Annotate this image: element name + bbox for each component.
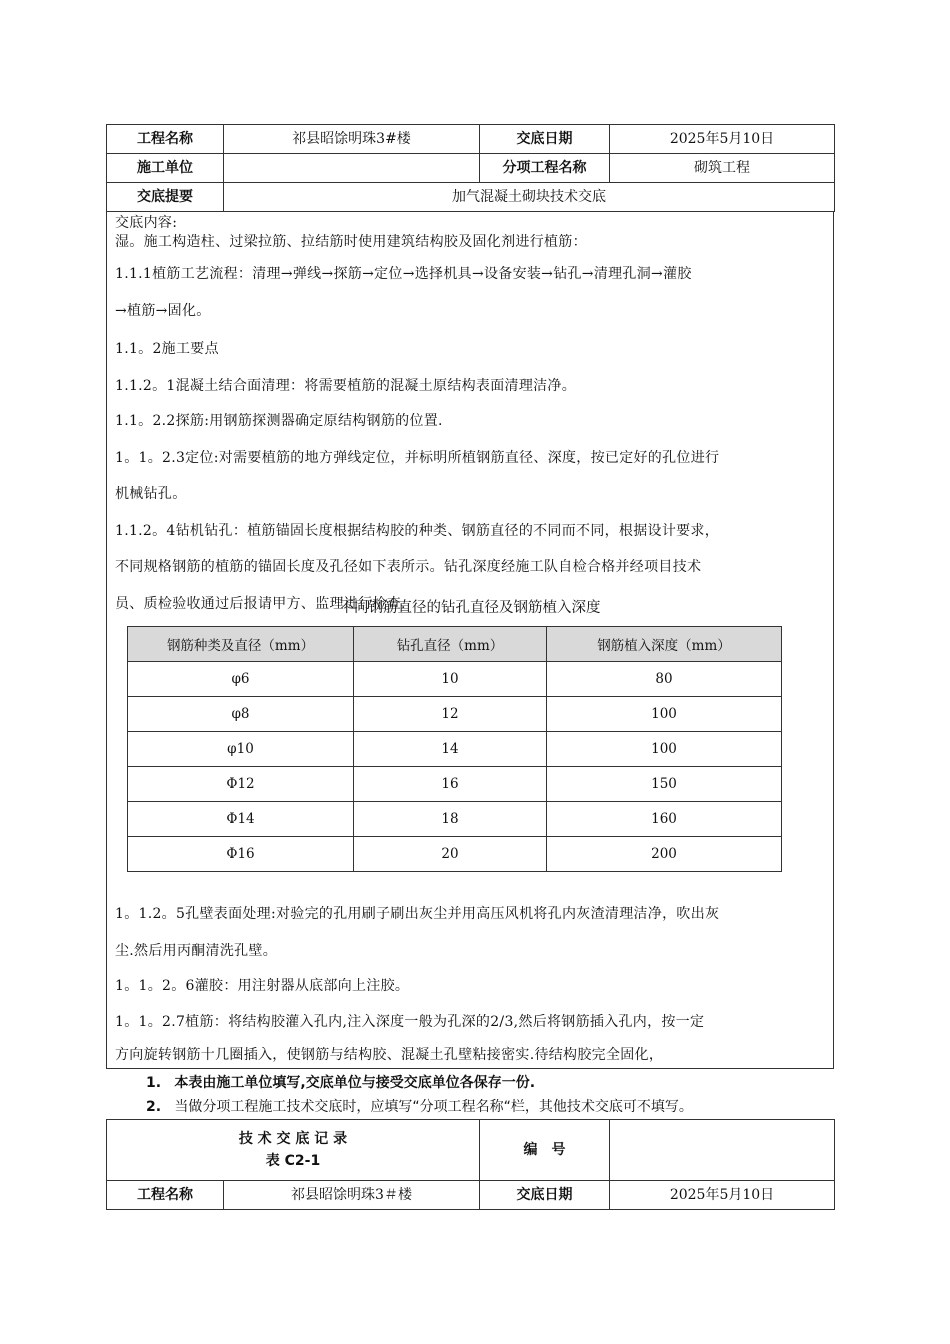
number-value xyxy=(610,1120,835,1181)
content-line: 1。1。2.7植筋：将结构胶灌入孔内,注入深度一般为孔深的2/3,然后将钢筋插入孔内，按一定 xyxy=(115,1014,705,1030)
content-line: 尘.然后用丙酮清洗孔壁。 xyxy=(115,943,278,959)
note-text: 当做分项工程施工技术交底时，应填写“分项工程名称“栏，其他技术交底可不填写。 xyxy=(174,1099,693,1115)
table-cell: 80 xyxy=(547,662,782,697)
table-cell: Φ16 xyxy=(128,837,354,872)
table-row xyxy=(128,802,782,837)
footer-row-1 xyxy=(107,1120,835,1181)
content-line: 1。1。2.3定位:对需要植筋的地方弹线定位，并标明所植钢筋直径、深度，按已定好的孔位进行 xyxy=(115,450,720,466)
content-line: 方向旋转钢筋十几圈插入，使钢筋与结构胶、混凝土孔壁粘接密实.待结构胶完全固化， xyxy=(115,1047,664,1063)
header-row-3 xyxy=(107,183,835,212)
rebar-header-cell: 钢筋植入深度（mm） xyxy=(547,627,782,662)
table-cell: Φ14 xyxy=(128,802,354,837)
content-line: 1.1.2。4钻机钻孔：植筋锚固长度根据结构胶的种类、钢筋直径的不同而不同，根据设计要求， xyxy=(115,523,720,539)
document-page xyxy=(106,124,834,1069)
summary-value: 加气混凝土砌块技术交底 xyxy=(224,183,835,212)
table-cell: φ8 xyxy=(128,697,354,732)
footer-date-label: 交底日期 xyxy=(480,1181,610,1210)
note-text: 本表由施工单位填写,交底单位与接受交底单位各保存一份. xyxy=(174,1075,536,1091)
table-cell: 100 xyxy=(547,732,782,767)
table-row xyxy=(128,697,782,732)
table-cell: 200 xyxy=(547,837,782,872)
content-line: 1。1.2。5孔壁表面处理:对验完的孔用刷子刷出灰尘并用高压风机将孔内灰渣清理洁净，吹出灰 xyxy=(115,906,720,922)
content-box xyxy=(106,212,834,1069)
table-cell: 100 xyxy=(547,697,782,732)
header-row-2 xyxy=(107,154,835,183)
content-line: →植筋→固化。 xyxy=(115,303,211,319)
note-number: 2. xyxy=(146,1099,162,1115)
content-intro: 交底内容: xyxy=(115,215,178,231)
sub-project-value: 砌筑工程 xyxy=(610,154,835,183)
table-row xyxy=(128,662,782,697)
content-line: 不同规格钢筋的植筋的锚固长度及孔径如下表所示。钻孔深度经施工队自检合格并经项目技术 xyxy=(115,559,702,575)
table-cell: 150 xyxy=(547,767,782,802)
rebar-table xyxy=(127,626,782,872)
footer-project-name-label: 工程名称 xyxy=(107,1181,224,1210)
sub-project-label: 分项工程名称 xyxy=(480,154,610,183)
date-value: 2025年5月10日 xyxy=(610,125,835,154)
table-cell: 14 xyxy=(354,732,547,767)
rebar-header-cell: 钢筋种类及直径（mm） xyxy=(128,627,354,662)
content-line: 1.1.1植筋工艺流程：清理→弹线→探筋→定位→选择机具→设备安装→钻孔→清理孔洞→灌胶 xyxy=(115,266,692,282)
content-line: 1.1。2施工要点 xyxy=(115,341,219,357)
table-cell: 20 xyxy=(354,837,547,872)
table-cell: 160 xyxy=(547,802,782,837)
project-name-label: 工程名称 xyxy=(107,125,224,154)
content-line: 1.1。2.2探筋:用钢筋探测器确定原结构钢筋的位置. xyxy=(115,413,443,429)
table-cell: φ6 xyxy=(128,662,354,697)
footer-row-2 xyxy=(107,1181,835,1210)
date-label: 交底日期 xyxy=(480,125,610,154)
content-line: 1。1。2。6灌胶：用注射器从底部向上注胶。 xyxy=(115,978,410,994)
unit-value xyxy=(224,154,480,183)
footer-date-value: 2025年5月10日 xyxy=(610,1181,835,1210)
rebar-header-cell: 钻孔直径（mm） xyxy=(354,627,547,662)
header-row-1 xyxy=(107,125,835,154)
note-2 xyxy=(146,1096,693,1116)
table-cell: 10 xyxy=(354,662,547,697)
content-line: 机械钻孔。 xyxy=(115,486,187,502)
form-number: 表 C2-1 xyxy=(265,1153,321,1169)
rebar-table-header xyxy=(128,627,782,662)
table-cell: Φ12 xyxy=(128,767,354,802)
table-row xyxy=(128,732,782,767)
note-1 xyxy=(146,1072,535,1092)
table-cell: 18 xyxy=(354,802,547,837)
table-cell: φ10 xyxy=(128,732,354,767)
record-title: 技 术 交 底 记 录 xyxy=(238,1131,348,1147)
content-line: 湿。施工构造柱、过梁拉筋、拉结筋时使用建筑结构胶及固化剂进行植筋： xyxy=(115,234,587,250)
content-line: 1.1.2。1混凝土结合面清理：将需要植筋的混凝土原结构表面清理洁净。 xyxy=(115,378,577,394)
table-row xyxy=(128,837,782,872)
header-table xyxy=(106,124,835,212)
number-label: 编 号 xyxy=(480,1120,610,1181)
content-line: 员、质检验收通过后报请甲方、监理进行检查. xyxy=(115,596,406,612)
note-number: 1. xyxy=(146,1075,162,1091)
record-title-cell xyxy=(107,1120,480,1181)
footer-table xyxy=(106,1119,835,1210)
table-cell: 12 xyxy=(354,697,547,732)
table-row xyxy=(128,767,782,802)
summary-label: 交底提要 xyxy=(107,183,224,212)
unit-label: 施工单位 xyxy=(107,154,224,183)
project-name-value: 祁县昭馀明珠3#楼 xyxy=(224,125,480,154)
table-caption: 不同钢筋直径的钻孔直径及钢筋植入深度 xyxy=(339,600,601,616)
footer-project-name-value: 祁县昭馀明珠3＃楼 xyxy=(224,1181,480,1210)
table-cell: 16 xyxy=(354,767,547,802)
